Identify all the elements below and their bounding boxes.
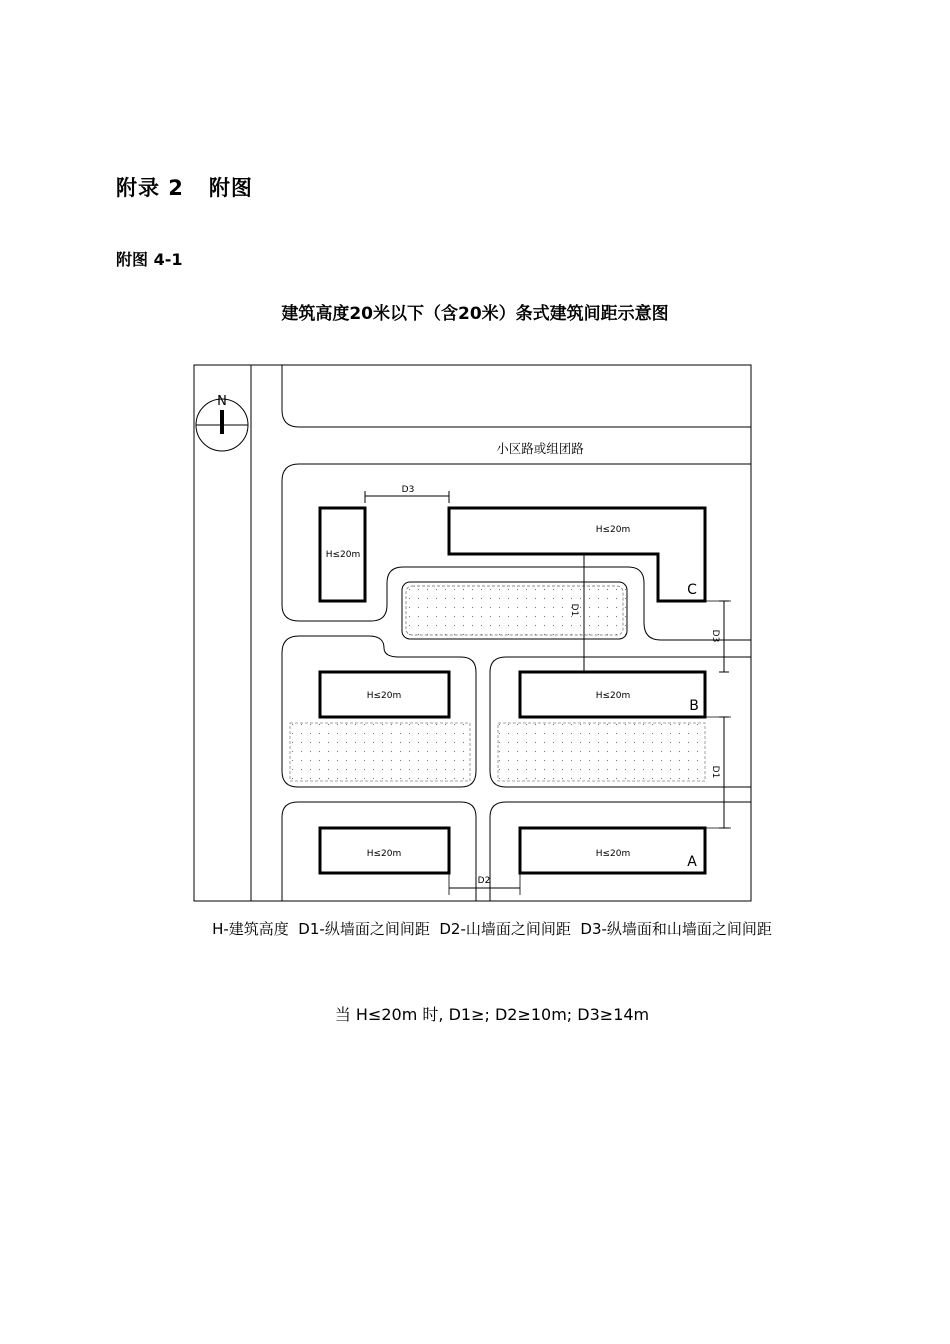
dimension-d3-horizontal — [365, 485, 449, 503]
dimension-d1-upper-label: D1 — [569, 603, 579, 617]
dimension-d1-lower-label: D1 — [710, 765, 720, 779]
dimension-d3-vertical — [705, 601, 731, 672]
spacing-condition: 当 H≤20m 时, D1≥; D2≥10m; D3≥14m — [334, 1005, 650, 1024]
figure-legend: H-建筑高度 D1-纵墙面之间间距 D2-山墙面之间间距 D3-纵墙面和山墙面之间间距 — [212, 920, 772, 938]
building-b-label: B — [689, 698, 699, 714]
north-arrow — [196, 394, 248, 451]
green-space-middle-left — [290, 723, 470, 781]
north-label: N — [217, 394, 227, 409]
building-bottom-left-height: H≤20m — [366, 849, 402, 859]
building-c-height: H≤20m — [595, 525, 631, 535]
figure-title: 建筑高度20米以下（含20米）条式建筑间距示意图 — [281, 304, 669, 324]
dimension-d2-label: D2 — [477, 876, 491, 886]
building-a-height: H≤20m — [595, 849, 631, 859]
green-space-upper — [402, 582, 627, 639]
building-b-height: H≤20m — [595, 691, 631, 701]
dimension-d3-label: D3 — [401, 485, 415, 495]
dimension-d3-vertical-label: D3 — [710, 629, 720, 643]
road-label: 小区路或组团路 — [496, 441, 584, 456]
figure-number: 附图 4-1 — [116, 250, 183, 269]
building-middle-left-height: H≤20m — [366, 691, 402, 701]
building-a-label: A — [687, 854, 697, 870]
building-c-label: C — [687, 582, 697, 598]
dimension-d1-lower — [705, 717, 731, 828]
appendix-heading: 附录 2 附图 — [116, 176, 253, 200]
green-space-middle-right — [498, 723, 705, 781]
dimension-d2 — [449, 873, 520, 895]
north-arrow-needle — [220, 410, 224, 434]
building-left-vertical-height: H≤20m — [325, 550, 361, 560]
top-road-curb — [282, 365, 751, 427]
